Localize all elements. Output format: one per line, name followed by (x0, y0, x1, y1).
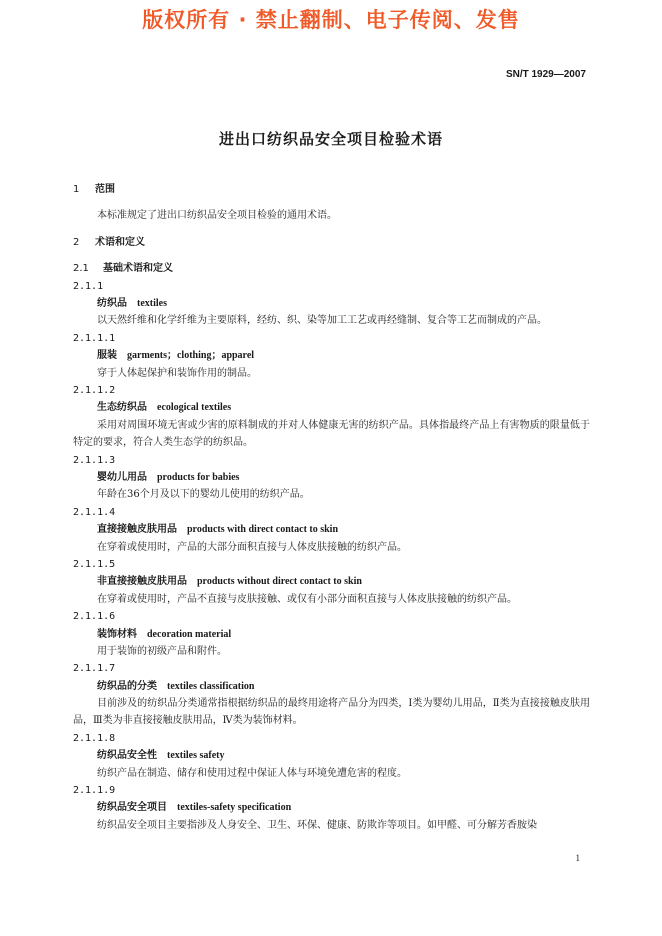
term-heading (73, 347, 590, 364)
term-english: textiles-safety specification (177, 802, 292, 814)
term-entry (73, 660, 590, 730)
section-number: 2 (73, 236, 80, 248)
term-heading (73, 747, 590, 764)
term-number: 2.1.1.2 (73, 384, 116, 396)
page-number: 1 (575, 853, 580, 863)
term-entry (73, 782, 590, 834)
subsection-title: 基础术语和定义 (103, 263, 173, 275)
term-heading (73, 626, 590, 643)
term-chinese: 纺织品安全性 (97, 750, 157, 762)
subsection-number: 2.1 (73, 263, 89, 275)
term-english: products without direct contact to skin (197, 576, 362, 588)
term-entry (73, 278, 590, 330)
term-number: 2.1.1.8 (73, 732, 116, 744)
term-entry (73, 730, 590, 782)
term-english: textiles (137, 297, 167, 309)
page-title: 进出口纺织品安全项目检验术语 (218, 130, 443, 148)
term-heading (73, 678, 590, 695)
term-definition: 纺织产品在制造、储存和使用过程中保证人体与环境免遭危害的程度。 (97, 767, 407, 779)
term-entry (73, 330, 590, 382)
term-heading (73, 521, 590, 538)
term-definition: 用于装饰的初级产品和附件。 (97, 645, 227, 657)
term-english: products for babies (157, 471, 240, 483)
term-definition: 采用对周围环境无害或少害的原料制成的并对人体健康无害的纺织产品。具体指最终产品上有害物质的限量低于特定的要求，符合人类生态学的纺织品。 (73, 419, 590, 449)
section-title: 术语和定义 (95, 236, 145, 248)
term-definition: 目前涉及的纺织品分类通常指根据纺织品的最终用途将产品分为四类，Ⅰ类为婴幼儿用品，Ⅱ类为直接接触皮肤用品，Ⅲ类为非直接接触皮肤用品，Ⅳ类为装饰材料。 (73, 698, 590, 727)
term-number: 2.1.1.6 (73, 611, 116, 623)
term-entry (73, 608, 590, 660)
term-definition: 以天然纤维和化学纤维为主要原料，经纺、织、染等加工工艺或再经缝制、复合等工艺而制成的产品。 (97, 315, 547, 327)
term-entry (73, 382, 590, 452)
section-title: 范围 (95, 184, 115, 195)
term-heading (73, 469, 590, 486)
standard-code: SN/T 1929—2007 (505, 69, 586, 80)
section-number: 1 (73, 184, 80, 195)
term-entries (73, 278, 590, 835)
term-number: 2.1.1 (73, 280, 104, 292)
section-scope-heading (73, 181, 590, 198)
term-number: 2.1.1.7 (73, 663, 116, 675)
term-chinese: 服装 (97, 350, 117, 362)
term-chinese: 直接接触皮肤用品 (97, 524, 177, 536)
term-chinese: 装饰材料 (97, 628, 137, 640)
term-entry (73, 556, 590, 608)
term-chinese: 纺织品 (97, 297, 127, 309)
term-definition: 穿于人体起保护和装饰作用的制品。 (97, 367, 257, 379)
term-number: 2.1.1.9 (73, 785, 116, 797)
scope-text: 本标准规定了进出口纺织品安全项目检验的通用术语。 (97, 210, 337, 222)
term-heading (73, 295, 590, 312)
term-number: 2.1.1.3 (73, 454, 116, 466)
term-english: ecological textiles (157, 402, 232, 414)
term-chinese: 婴幼儿用品 (97, 471, 147, 483)
term-definition: 在穿着或使用时，产品的大部分面积直接与人体皮肤接触的纺织产品。 (97, 541, 407, 553)
term-number: 2.1.1.5 (73, 558, 116, 570)
document-body (73, 181, 590, 834)
copyright-watermark: 版权所有 · 禁止翻制、电子传阅、发售 (142, 8, 520, 32)
term-english: garments；clothing；apparel (127, 350, 255, 362)
term-definition: 年龄在36个月及以下的婴幼儿使用的纺织产品。 (97, 489, 310, 501)
subsection-basic-heading (73, 260, 590, 277)
term-heading (73, 799, 590, 816)
term-english: textiles safety (167, 750, 225, 762)
section-terms-heading (73, 234, 590, 251)
term-number: 2.1.1.1 (73, 332, 116, 344)
term-english: decoration material (147, 628, 232, 640)
term-number: 2.1.1.4 (73, 506, 116, 518)
term-english: textiles classification (167, 680, 255, 692)
term-chinese: 纺织品安全项目 (97, 802, 167, 814)
term-english: products with direct contact to skin (187, 524, 339, 536)
term-entry (73, 504, 590, 556)
term-chinese: 非直接接触皮肤用品 (97, 576, 187, 588)
term-chinese: 纺织品的分类 (97, 680, 157, 692)
term-entry (73, 452, 590, 504)
term-heading (73, 399, 590, 416)
term-chinese: 生态纺织品 (97, 402, 147, 414)
term-definition: 纺织品安全项目主要指涉及人身安全、卫生、环保、健康、防欺诈等项目。如甲醛、可分解芳香胺染 (97, 819, 537, 831)
term-definition: 在穿着或使用时，产品不直接与皮肤接触、或仅有小部分面积直接与人体皮肤接触的纺织产品。 (97, 593, 517, 605)
term-heading (73, 573, 590, 590)
